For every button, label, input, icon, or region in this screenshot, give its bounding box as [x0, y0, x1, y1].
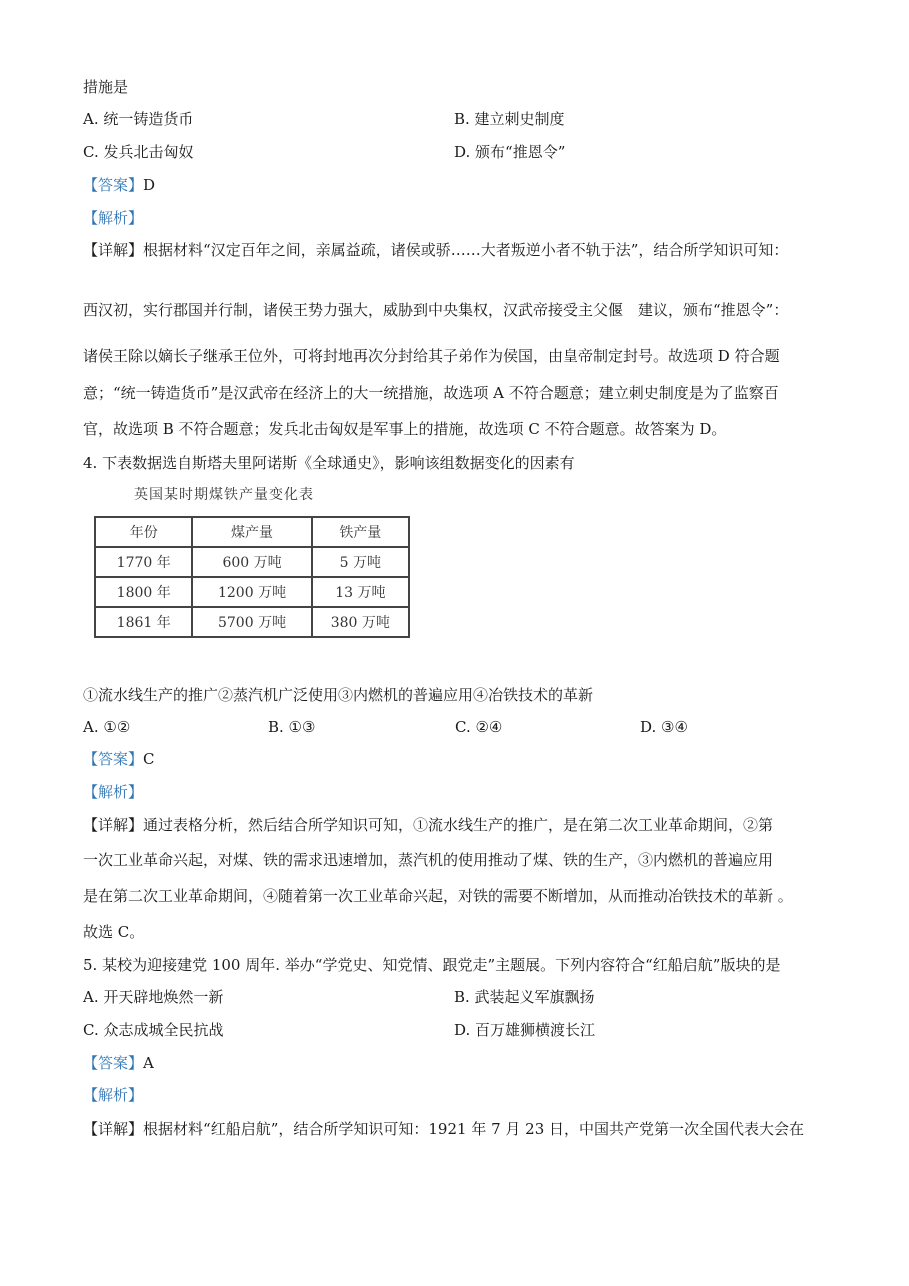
q3-detail-line-4: 意；“统一铸造货币”是汉武帝在经济上的大一统措施，故选项 A 不符合题意；建立刺史制度是为了监察百 — [83, 384, 779, 402]
table-cell: 1770 年 — [95, 547, 192, 577]
q5-option-c: C. 众志成城全民抗战 — [83, 1021, 224, 1039]
q4-analysis-label: 解析 — [98, 783, 129, 801]
table-cell: 1200 万吨 — [192, 577, 311, 607]
q3-stem-tail: 措施是 — [83, 78, 129, 96]
q4-option-c: C. ②④ — [455, 718, 503, 736]
q3-detail-line-5: 官，故选项 B 不符合题意；发兵北击匈奴是军事上的措施，故选项 C 不符合题意。故答案为 D。 — [83, 420, 727, 438]
q4-detail-line-2: 一次工业革命兴起，对煤、铁的需求迅速增加，蒸汽机的使用推动了煤、铁的生产，③内燃机的普遍应用 — [83, 851, 774, 869]
coal-iron-table — [94, 516, 410, 638]
table-cell: 5700 万吨 — [192, 607, 311, 637]
table-cell: 13 万吨 — [312, 577, 409, 607]
q3-analysis-label: 解析 — [98, 209, 129, 227]
coal-iron-table-image — [94, 484, 410, 646]
q4-analysis: 【解析】 — [83, 783, 144, 801]
table-cell: 1800 年 — [95, 577, 192, 607]
q5-analysis-label: 解析 — [98, 1086, 129, 1104]
table-row — [95, 547, 409, 577]
q3-detail-label: 详解 — [98, 241, 129, 259]
q4-option-a: A. ①② — [83, 718, 131, 736]
q4-detail-label: 详解 — [98, 816, 129, 834]
q5-stem: 5. 某校为迎接建党 100 周年. 举办“学党史、知党情、跟党走”主题展。下列内容符合“红船启航”版块的是 — [83, 956, 781, 974]
q4-detail-line-1: 【详解】通过表格分析，然后结合所学知识可知，①流水线生产的推广，是在第二次工业革命期间，②第 — [83, 816, 774, 834]
q3-answer-value: D — [143, 176, 156, 194]
q3-option-b: B. 建立刺史制度 — [454, 110, 565, 128]
q3-analysis: 【解析】 — [83, 209, 144, 227]
q5-answer-value: A — [143, 1054, 154, 1072]
q4-answer: 【答案】C — [83, 750, 155, 768]
q4-option-d: D. ③④ — [640, 718, 688, 736]
q3-option-a: A. 统一铸造货币 — [83, 110, 194, 128]
q5-analysis: 【解析】 — [83, 1086, 144, 1104]
table-header-coal: 煤产量 — [192, 517, 311, 547]
q3-detail-line-2: 西汉初，实行郡国并行制，诸侯王势力强大，威胁到中央集权，汉武帝接受主父偃 建议，颁布“推恩令”： — [83, 301, 789, 319]
table-cell: 380 万吨 — [312, 607, 409, 637]
q4-stem: 4. 下表数据选自斯塔夫里阿诺斯《全球通史》，影响该组数据变化的因素有 — [83, 454, 575, 472]
q5-option-b: B. 武装起义军旗飘扬 — [454, 988, 595, 1006]
q4-option-b: B. ①③ — [268, 718, 316, 736]
table-row — [95, 607, 409, 637]
q3-option-d: D. 颁布“推恩令” — [454, 143, 566, 161]
table-cell: 600 万吨 — [192, 547, 311, 577]
table-header-year: 年份 — [95, 517, 192, 547]
q5-detail-label: 详解 — [98, 1120, 129, 1138]
q4-factors: ①流水线生产的推广②蒸汽机广泛使用③内燃机的普遍应用④冶铁技术的革新 — [83, 686, 594, 704]
q3-option-c: C. 发兵北击匈奴 — [83, 143, 194, 161]
table-title: 英国某时期煤铁产量变化表 — [134, 487, 314, 503]
q3-detail-line-1: 【详解】根据材料“汉定百年之间，亲属益疏，诸侯或骄……大者叛逆小者不轨于法”，结合所学知识可知： — [83, 241, 789, 259]
table-cell: 1861 年 — [95, 607, 192, 637]
q5-detail-line-1: 【详解】根据材料“红船启航”，结合所学知识可知：1921 年 7 月 23 日，中国共产党第一次全国代表大会在 — [83, 1120, 805, 1138]
table-cell: 5 万吨 — [312, 547, 409, 577]
q3-detail-line-3: 诸侯王除以嫡长子继承王位外，可将封地再次分封给其子弟作为侯国，由皇帝制定封号。故选项 D 符合题 — [83, 347, 780, 365]
table-row — [95, 577, 409, 607]
q4-answer-label: 答案 — [98, 750, 129, 768]
q4-answer-value: C — [143, 750, 155, 768]
q5-option-d: D. 百万雄狮横渡长江 — [454, 1021, 596, 1039]
q3-answer-label: 答案 — [98, 176, 129, 194]
q5-answer: 【答案】A — [83, 1054, 154, 1072]
q3-answer: 【答案】D — [83, 176, 156, 194]
table-header-row — [95, 517, 409, 547]
q5-answer-label: 答案 — [98, 1054, 129, 1072]
q4-detail-line-4: 故选 C。 — [83, 923, 145, 941]
q4-detail-line-3: 是在第二次工业革命期间，④随着第一次工业革命兴起，对铁的需要不断增加，从而推动冶铁技术的革新 。 — [83, 887, 793, 905]
q5-option-a: A. 开天辟地焕然一新 — [83, 988, 224, 1006]
table-header-iron: 铁产量 — [312, 517, 409, 547]
